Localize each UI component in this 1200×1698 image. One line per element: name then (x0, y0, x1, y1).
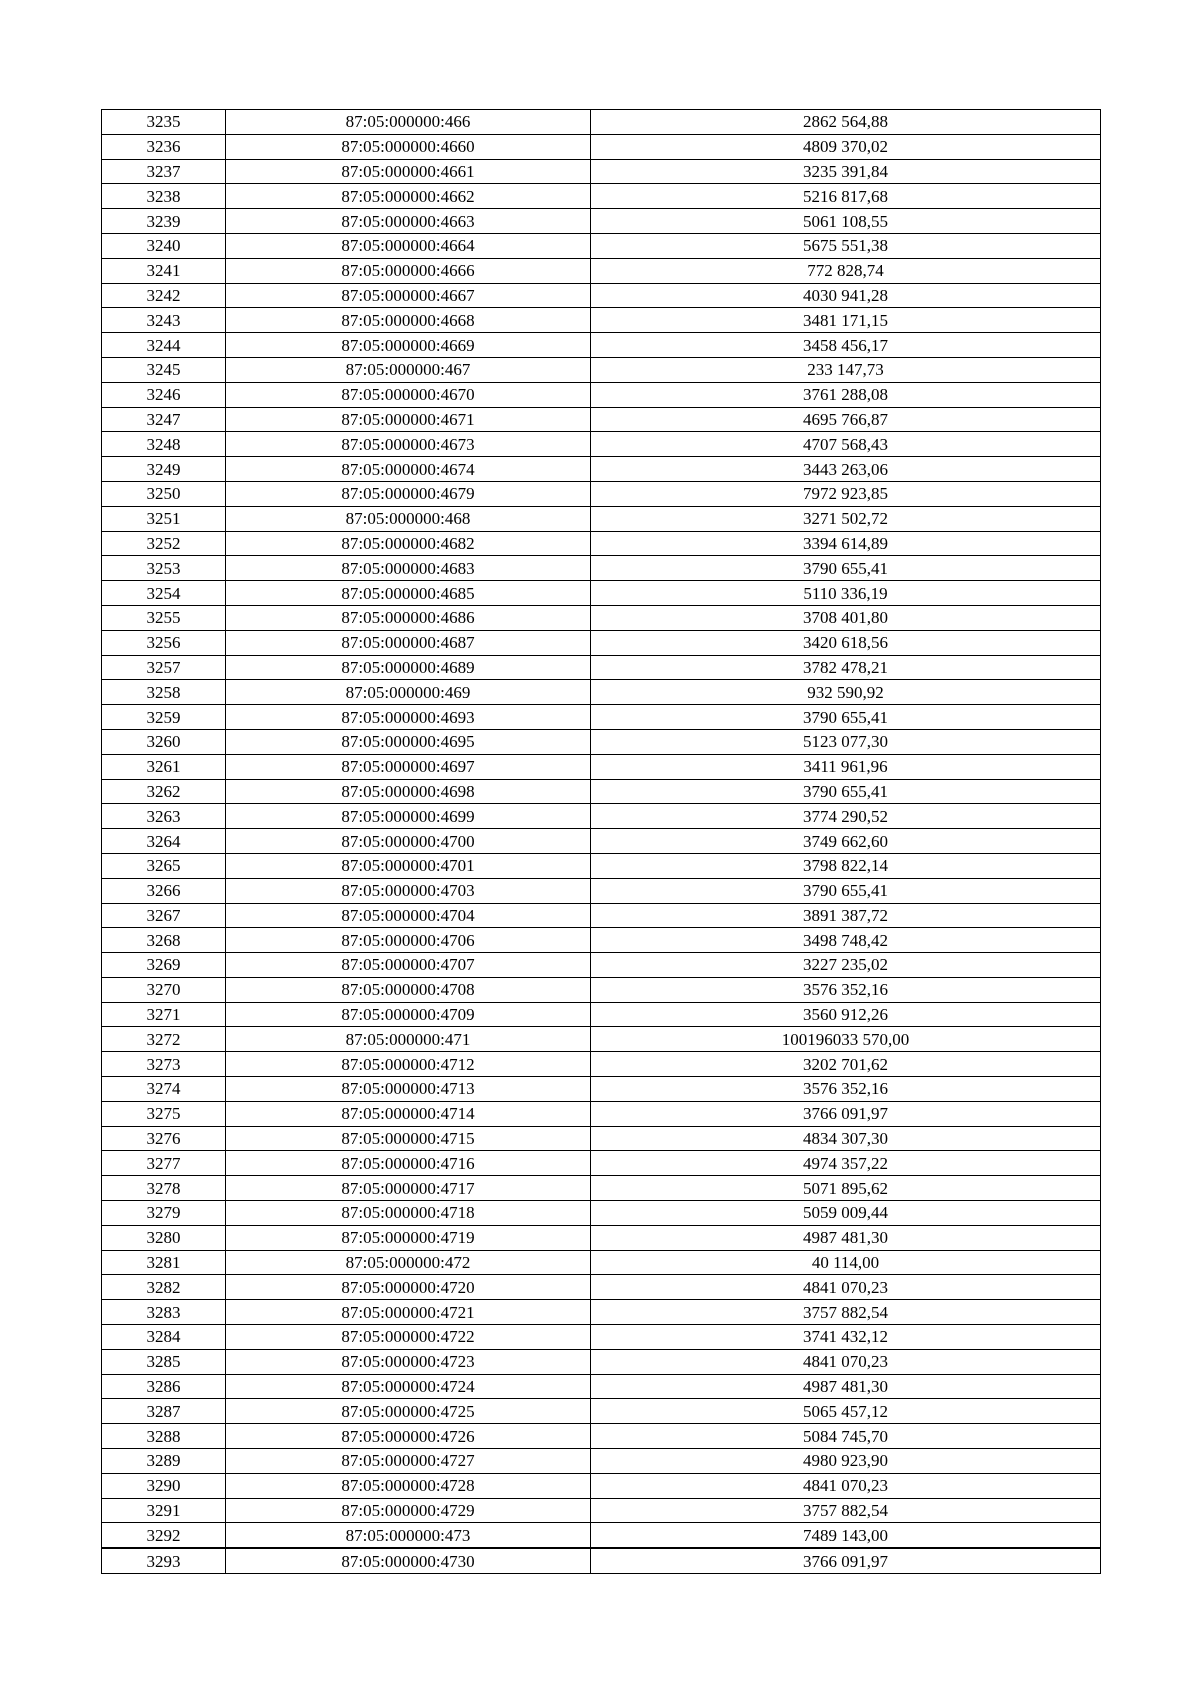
cadastral-value-cell: 4809 370,02 (591, 134, 1101, 159)
row-number-cell: 3253 (102, 556, 226, 581)
table-row (102, 1101, 1101, 1126)
cadastral-number-cell: 87:05:000000:4728 (226, 1473, 591, 1498)
table-row (102, 878, 1101, 903)
row-number-cell: 3256 (102, 630, 226, 655)
cadastral-value-cell: 5110 336,19 (591, 581, 1101, 606)
table-row (102, 1126, 1101, 1151)
table-row (102, 729, 1101, 754)
row-number-cell: 3242 (102, 283, 226, 308)
cadastral-value-cell: 3576 352,16 (591, 977, 1101, 1002)
row-number-cell: 3276 (102, 1126, 226, 1151)
cadastral-number-cell: 87:05:000000:4674 (226, 457, 591, 482)
cadastral-value-cell: 3708 401,80 (591, 605, 1101, 630)
table-row (102, 407, 1101, 432)
cadastral-value-cell: 3757 882,54 (591, 1498, 1101, 1523)
table-row (102, 605, 1101, 630)
cadastral-value-cell: 3202 701,62 (591, 1052, 1101, 1077)
row-number-cell: 3244 (102, 333, 226, 358)
table-row (102, 754, 1101, 779)
table-row (102, 953, 1101, 978)
table-row (102, 1225, 1101, 1250)
table-row (102, 1374, 1101, 1399)
cadastral-number-cell: 87:05:000000:4726 (226, 1424, 591, 1449)
cadastral-number-cell: 87:05:000000:4719 (226, 1225, 591, 1250)
table-row (102, 1325, 1101, 1350)
table-row (102, 333, 1101, 358)
cadastral-number-cell: 87:05:000000:4673 (226, 432, 591, 457)
cadastral-value-cell: 3891 387,72 (591, 903, 1101, 928)
row-number-cell: 3238 (102, 184, 226, 209)
cadastral-number-cell: 87:05:000000:4661 (226, 159, 591, 184)
row-number-cell: 3269 (102, 953, 226, 978)
cadastral-value-cell: 4841 070,23 (591, 1473, 1101, 1498)
cadastral-number-cell: 87:05:000000:4724 (226, 1374, 591, 1399)
cadastral-number-cell: 87:05:000000:4704 (226, 903, 591, 928)
row-number-cell: 3293 (102, 1548, 226, 1573)
cadastral-number-cell: 87:05:000000:4668 (226, 308, 591, 333)
cadastral-value-cell: 5059 009,44 (591, 1201, 1101, 1226)
cadastral-number-cell: 87:05:000000:4671 (226, 407, 591, 432)
cadastral-number-cell: 87:05:000000:4660 (226, 134, 591, 159)
row-number-cell: 3275 (102, 1101, 226, 1126)
cadastral-number-cell: 87:05:000000:4716 (226, 1151, 591, 1176)
table-row (102, 853, 1101, 878)
cadastral-number-cell: 87:05:000000:4697 (226, 754, 591, 779)
row-number-cell: 3292 (102, 1523, 226, 1548)
table-row (102, 829, 1101, 854)
cadastral-value-cell: 3560 912,26 (591, 1002, 1101, 1027)
row-number-cell: 3267 (102, 903, 226, 928)
row-number-cell: 3278 (102, 1176, 226, 1201)
cadastral-number-cell: 87:05:000000:4714 (226, 1101, 591, 1126)
cadastral-value-cell: 3235 391,84 (591, 159, 1101, 184)
table-row (102, 184, 1101, 209)
cadastral-number-cell: 87:05:000000:4730 (226, 1548, 591, 1573)
cadastral-number-cell: 87:05:000000:4701 (226, 853, 591, 878)
cadastral-value-cell: 3782 478,21 (591, 655, 1101, 680)
cadastral-value-cell: 2862 564,88 (591, 110, 1101, 135)
table-row (102, 1449, 1101, 1474)
cadastral-number-cell: 87:05:000000:4664 (226, 233, 591, 258)
cadastral-number-cell: 87:05:000000:4683 (226, 556, 591, 581)
cadastral-value-cell: 3749 662,60 (591, 829, 1101, 854)
row-number-cell: 3264 (102, 829, 226, 854)
cadastral-number-cell: 87:05:000000:4662 (226, 184, 591, 209)
cadastral-number-cell: 87:05:000000:4670 (226, 382, 591, 407)
row-number-cell: 3258 (102, 680, 226, 705)
row-number-cell: 3255 (102, 605, 226, 630)
row-number-cell: 3279 (102, 1201, 226, 1226)
table-row (102, 159, 1101, 184)
cadastral-number-cell: 87:05:000000:4706 (226, 928, 591, 953)
cadastral-value-cell: 3498 748,42 (591, 928, 1101, 953)
row-number-cell: 3236 (102, 134, 226, 159)
table-row (102, 357, 1101, 382)
table-row (102, 1201, 1101, 1226)
cadastral-value-cell: 4030 941,28 (591, 283, 1101, 308)
cadastral-value-cell: 4980 923,90 (591, 1449, 1101, 1474)
row-number-cell: 3289 (102, 1449, 226, 1474)
row-number-cell: 3265 (102, 853, 226, 878)
row-number-cell: 3281 (102, 1250, 226, 1275)
cadastral-value-cell: 772 828,74 (591, 258, 1101, 283)
cadastral-value-cell: 5123 077,30 (591, 729, 1101, 754)
row-number-cell: 3270 (102, 977, 226, 1002)
table-row (102, 903, 1101, 928)
row-number-cell: 3260 (102, 729, 226, 754)
cadastral-number-cell: 87:05:000000:4698 (226, 779, 591, 804)
table-row (102, 1399, 1101, 1424)
cadastral-value-cell: 3443 263,06 (591, 457, 1101, 482)
cadastral-value-table (101, 109, 1101, 1574)
table-row (102, 1002, 1101, 1027)
row-number-cell: 3280 (102, 1225, 226, 1250)
cadastral-value-cell: 3798 822,14 (591, 853, 1101, 878)
cadastral-value-cell: 40 114,00 (591, 1250, 1101, 1275)
cadastral-number-cell: 87:05:000000:4723 (226, 1349, 591, 1374)
table-row (102, 1523, 1101, 1548)
table-body (102, 110, 1101, 1574)
cadastral-number-cell: 87:05:000000:4712 (226, 1052, 591, 1077)
cadastral-value-cell: 3576 352,16 (591, 1077, 1101, 1102)
cadastral-number-cell: 87:05:000000:4727 (226, 1449, 591, 1474)
cadastral-value-cell: 3761 288,08 (591, 382, 1101, 407)
row-number-cell: 3272 (102, 1027, 226, 1052)
cadastral-number-cell: 87:05:000000:4707 (226, 953, 591, 978)
row-number-cell: 3235 (102, 110, 226, 135)
cadastral-value-cell: 5675 551,38 (591, 233, 1101, 258)
row-number-cell: 3271 (102, 1002, 226, 1027)
cadastral-number-cell: 87:05:000000:4717 (226, 1176, 591, 1201)
cadastral-value-cell: 5216 817,68 (591, 184, 1101, 209)
table-row (102, 258, 1101, 283)
table-row (102, 630, 1101, 655)
table-row (102, 432, 1101, 457)
table-row (102, 1052, 1101, 1077)
table-row (102, 1473, 1101, 1498)
cadastral-value-cell: 4987 481,30 (591, 1374, 1101, 1399)
row-number-cell: 3288 (102, 1424, 226, 1449)
cadastral-value-cell: 3790 655,41 (591, 705, 1101, 730)
cadastral-number-cell: 87:05:000000:473 (226, 1523, 591, 1548)
cadastral-number-cell: 87:05:000000:4687 (226, 630, 591, 655)
cadastral-value-cell: 4707 568,43 (591, 432, 1101, 457)
cadastral-number-cell: 87:05:000000:4700 (226, 829, 591, 854)
cadastral-value-cell: 3741 432,12 (591, 1325, 1101, 1350)
row-number-cell: 3268 (102, 928, 226, 953)
table-row (102, 1027, 1101, 1052)
table-row (102, 209, 1101, 234)
table-row (102, 308, 1101, 333)
table-row (102, 134, 1101, 159)
row-number-cell: 3259 (102, 705, 226, 730)
cadastral-number-cell: 87:05:000000:4689 (226, 655, 591, 680)
cadastral-number-cell: 87:05:000000:4669 (226, 333, 591, 358)
row-number-cell: 3287 (102, 1399, 226, 1424)
cadastral-number-cell: 87:05:000000:4718 (226, 1201, 591, 1226)
cadastral-value-cell: 932 590,92 (591, 680, 1101, 705)
cadastral-number-cell: 87:05:000000:4695 (226, 729, 591, 754)
table-row (102, 1077, 1101, 1102)
table-row (102, 977, 1101, 1002)
row-number-cell: 3263 (102, 804, 226, 829)
cadastral-number-cell: 87:05:000000:471 (226, 1027, 591, 1052)
cadastral-value-cell: 5071 895,62 (591, 1176, 1101, 1201)
row-number-cell: 3239 (102, 209, 226, 234)
row-number-cell: 3261 (102, 754, 226, 779)
cadastral-number-cell: 87:05:000000:4720 (226, 1275, 591, 1300)
cadastral-value-cell: 3766 091,97 (591, 1101, 1101, 1126)
cadastral-number-cell: 87:05:000000:4709 (226, 1002, 591, 1027)
table-row (102, 481, 1101, 506)
cadastral-number-cell: 87:05:000000:4708 (226, 977, 591, 1002)
table-row (102, 705, 1101, 730)
cadastral-number-cell: 87:05:000000:4703 (226, 878, 591, 903)
table-row (102, 457, 1101, 482)
cadastral-number-cell: 87:05:000000:4663 (226, 209, 591, 234)
cadastral-value-cell: 233 147,73 (591, 357, 1101, 382)
table-row (102, 382, 1101, 407)
row-number-cell: 3251 (102, 506, 226, 531)
cadastral-value-cell: 3271 502,72 (591, 506, 1101, 531)
table-row (102, 110, 1101, 135)
table-row (102, 1275, 1101, 1300)
row-number-cell: 3240 (102, 233, 226, 258)
table-row (102, 1250, 1101, 1275)
cadastral-value-cell: 7489 143,00 (591, 1523, 1101, 1548)
table-row (102, 1300, 1101, 1325)
cadastral-value-cell: 3774 290,52 (591, 804, 1101, 829)
cadastral-number-cell: 87:05:000000:4686 (226, 605, 591, 630)
row-number-cell: 3290 (102, 1473, 226, 1498)
cadastral-number-cell: 87:05:000000:4715 (226, 1126, 591, 1151)
row-number-cell: 3241 (102, 258, 226, 283)
table-row (102, 506, 1101, 531)
row-number-cell: 3291 (102, 1498, 226, 1523)
table-row (102, 1151, 1101, 1176)
table-row (102, 531, 1101, 556)
table-row (102, 779, 1101, 804)
row-number-cell: 3273 (102, 1052, 226, 1077)
row-number-cell: 3257 (102, 655, 226, 680)
cadastral-number-cell: 87:05:000000:469 (226, 680, 591, 705)
cadastral-value-cell: 3481 171,15 (591, 308, 1101, 333)
row-number-cell: 3282 (102, 1275, 226, 1300)
row-number-cell: 3254 (102, 581, 226, 606)
row-number-cell: 3247 (102, 407, 226, 432)
table-row (102, 581, 1101, 606)
table-row (102, 928, 1101, 953)
cadastral-value-cell: 3394 614,89 (591, 531, 1101, 556)
table-row (102, 804, 1101, 829)
cadastral-number-cell: 87:05:000000:472 (226, 1250, 591, 1275)
cadastral-value-cell: 3757 882,54 (591, 1300, 1101, 1325)
cadastral-value-cell: 7972 923,85 (591, 481, 1101, 506)
cadastral-number-cell: 87:05:000000:4699 (226, 804, 591, 829)
row-number-cell: 3252 (102, 531, 226, 556)
cadastral-number-cell: 87:05:000000:4729 (226, 1498, 591, 1523)
cadastral-number-cell: 87:05:000000:467 (226, 357, 591, 382)
table-row (102, 283, 1101, 308)
table-row (102, 1498, 1101, 1523)
cadastral-value-cell: 4841 070,23 (591, 1275, 1101, 1300)
cadastral-value-cell: 4974 357,22 (591, 1151, 1101, 1176)
cadastral-number-cell: 87:05:000000:4685 (226, 581, 591, 606)
cadastral-number-cell: 87:05:000000:4725 (226, 1399, 591, 1424)
cadastral-value-cell: 3790 655,41 (591, 556, 1101, 581)
cadastral-number-cell: 87:05:000000:468 (226, 506, 591, 531)
table-row (102, 680, 1101, 705)
row-number-cell: 3248 (102, 432, 226, 457)
cadastral-value-cell: 5061 108,55 (591, 209, 1101, 234)
row-number-cell: 3274 (102, 1077, 226, 1102)
cadastral-number-cell: 87:05:000000:4667 (226, 283, 591, 308)
cadastral-value-cell: 4695 766,87 (591, 407, 1101, 432)
cadastral-value-cell: 100196033 570,00 (591, 1027, 1101, 1052)
cadastral-value-cell: 4834 307,30 (591, 1126, 1101, 1151)
cadastral-value-cell: 3411 961,96 (591, 754, 1101, 779)
cadastral-number-cell: 87:05:000000:4679 (226, 481, 591, 506)
row-number-cell: 3246 (102, 382, 226, 407)
cadastral-value-cell: 3790 655,41 (591, 878, 1101, 903)
cadastral-value-cell: 3227 235,02 (591, 953, 1101, 978)
table-row (102, 1424, 1101, 1449)
cadastral-value-cell: 3420 618,56 (591, 630, 1101, 655)
table-row (102, 655, 1101, 680)
row-number-cell: 3284 (102, 1325, 226, 1350)
cadastral-number-cell: 87:05:000000:4682 (226, 531, 591, 556)
cadastral-number-cell: 87:05:000000:4713 (226, 1077, 591, 1102)
row-number-cell: 3277 (102, 1151, 226, 1176)
cadastral-value-cell: 3766 091,97 (591, 1548, 1101, 1573)
row-number-cell: 3286 (102, 1374, 226, 1399)
row-number-cell: 3243 (102, 308, 226, 333)
table-row (102, 233, 1101, 258)
row-number-cell: 3250 (102, 481, 226, 506)
row-number-cell: 3237 (102, 159, 226, 184)
cadastral-value-cell: 3458 456,17 (591, 333, 1101, 358)
cadastral-number-cell: 87:05:000000:4666 (226, 258, 591, 283)
cadastral-value-cell: 3790 655,41 (591, 779, 1101, 804)
cadastral-value-cell: 4841 070,23 (591, 1349, 1101, 1374)
row-number-cell: 3249 (102, 457, 226, 482)
row-number-cell: 3262 (102, 779, 226, 804)
cadastral-value-cell: 5084 745,70 (591, 1424, 1101, 1449)
cadastral-value-cell: 4987 481,30 (591, 1225, 1101, 1250)
cadastral-value-cell: 5065 457,12 (591, 1399, 1101, 1424)
row-number-cell: 3266 (102, 878, 226, 903)
cadastral-number-cell: 87:05:000000:4721 (226, 1300, 591, 1325)
table-row (102, 1548, 1101, 1573)
row-number-cell: 3283 (102, 1300, 226, 1325)
cadastral-number-cell: 87:05:000000:4722 (226, 1325, 591, 1350)
table-row (102, 556, 1101, 581)
table-row (102, 1349, 1101, 1374)
row-number-cell: 3245 (102, 357, 226, 382)
row-number-cell: 3285 (102, 1349, 226, 1374)
cadastral-number-cell: 87:05:000000:4693 (226, 705, 591, 730)
table-row (102, 1176, 1101, 1201)
cadastral-number-cell: 87:05:000000:466 (226, 110, 591, 135)
